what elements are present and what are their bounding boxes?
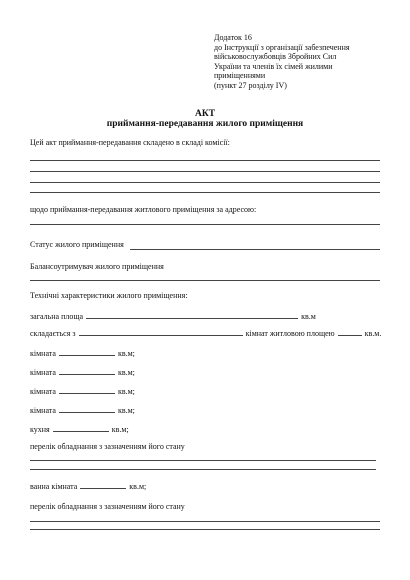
equipment-list-label: перелік обладнання з зазначенням його стану [30, 442, 185, 451]
equipment-line[interactable] [30, 469, 376, 470]
rooms-count-field[interactable] [79, 327, 243, 336]
rooms-area-field[interactable] [338, 327, 362, 336]
room-row [30, 347, 135, 358]
commission-line[interactable] [30, 192, 380, 193]
room-area-field[interactable] [59, 385, 115, 394]
appendix-note [214, 33, 400, 90]
appendix-reference: до Інструкції з організації забезпечення [214, 42, 350, 52]
kitchen-row [30, 423, 129, 434]
equipment-line[interactable] [30, 460, 376, 461]
total-area-unit: кв.м [301, 312, 316, 321]
equipment-line-2[interactable] [30, 521, 380, 522]
commission-line[interactable] [30, 160, 380, 161]
total-area-row [30, 310, 316, 321]
rooms-row [30, 327, 381, 338]
room-area-unit: кв.м; [117, 368, 135, 377]
document-title: АКТ [194, 109, 216, 119]
room-area-field[interactable] [59, 366, 115, 375]
tech-specs-label: Технічні характеристики жилого приміщення: [30, 291, 188, 300]
room-area-field[interactable] [59, 404, 115, 413]
rooms-area-label: кімнат житловою площею [245, 329, 335, 338]
total-area-field[interactable] [86, 310, 298, 319]
room-label: кімната [30, 406, 56, 415]
room-row [30, 385, 135, 396]
room-area-unit: кв.м; [117, 406, 135, 415]
room-label: кімната [30, 387, 56, 396]
address-line[interactable] [30, 224, 380, 225]
appendix-reference: військовослужбовців Збройних Сил [214, 52, 337, 61]
kitchen-area-field[interactable] [53, 423, 109, 432]
commission-line[interactable] [30, 171, 380, 172]
room-area-unit: кв.м; [117, 387, 135, 396]
room-area-unit: кв.м; [117, 349, 135, 358]
appendix-reference: приміщеннями [214, 71, 266, 80]
equipment-line-2[interactable] [30, 529, 380, 530]
kitchen-label: кухня [30, 425, 50, 434]
document-subtitle: приймання-передавання жилого приміщення [106, 119, 304, 129]
bathroom-area-unit: кв.м; [129, 482, 147, 491]
commission-line[interactable] [30, 182, 380, 183]
kitchen-area-unit: кв.м; [111, 425, 129, 434]
status-label: Статус жилого приміщення [30, 240, 124, 249]
bathroom-row [30, 480, 146, 491]
room-row [30, 404, 135, 415]
appendix-clause: (пункт 27 розділу IV) [214, 80, 287, 90]
balance-holder-label: Балансоутримувач жилого приміщення [30, 262, 164, 271]
appendix-reference: України та членів їх сімей жилими [214, 61, 333, 71]
bathroom-label: ванна кімната [30, 482, 78, 491]
room-label: кімната [30, 368, 56, 377]
rooms-area-unit: кв.м. [364, 329, 382, 338]
commission-label: Цей акт приймання-передавання складено в складі комісії: [30, 138, 230, 147]
address-label: щодо приймання-передавання житлового приміщення за адресою: [30, 205, 257, 214]
appendix-number: Додаток 16 [214, 33, 252, 42]
equipment-list-label-2: перелік обладнання з зазначенням його стану [30, 502, 185, 511]
total-area-label: загальна площа [30, 312, 84, 321]
bathroom-area-field[interactable] [80, 480, 126, 489]
status-line[interactable] [130, 249, 380, 250]
balance-holder-line[interactable] [30, 280, 380, 281]
room-label: кімната [30, 349, 56, 358]
consists-of-label: складається з [30, 329, 76, 338]
room-area-field[interactable] [59, 347, 115, 356]
room-row [30, 366, 135, 377]
